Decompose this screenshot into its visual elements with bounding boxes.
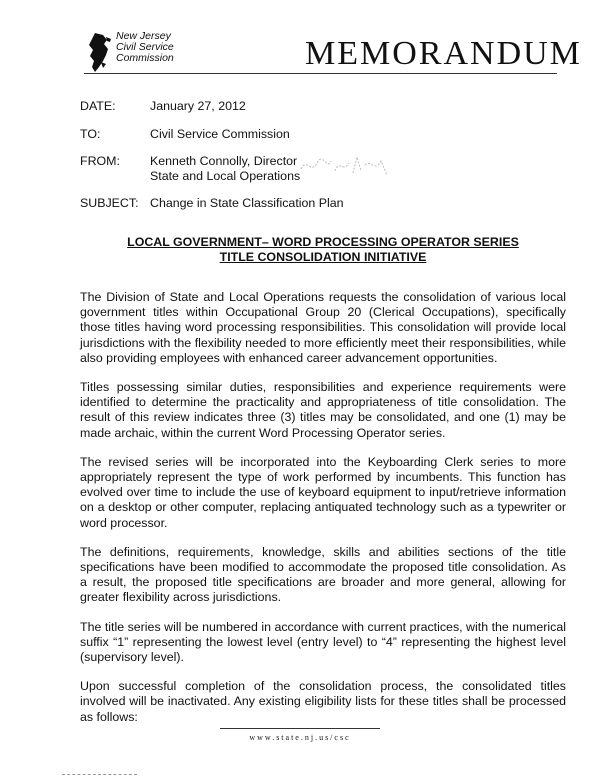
- from-value-line2: State and Local Operations: [150, 169, 301, 183]
- from-value-line1: Kenneth Connolly, Director: [150, 154, 298, 168]
- org-name: [116, 31, 174, 64]
- org-name-line3: Commission: [116, 52, 174, 64]
- header-divider: [84, 73, 557, 74]
- body-paragraph: The Division of State and Local Operations requests the consolidation of various local government titles within Occupational Group 20 (Clerical Occupations), specifically those titles having word processing responsibilities. This consolidation will provide local jurisdictions with the flexibility needed to more efficiently meet their responsibilities, while also providing employees with enhanced career advancement opportunities.: [80, 290, 566, 365]
- body-paragraph: The revised series will be incorporated into the Keyboarding Clerk series to more appropriately represent the type of work performed by incumbents. This function has evolved over time to include the use of keyboard equipment to input/retrieve information on a desktop or other computer, replacing antiquated technology such as a typewriter or word processor.: [80, 454, 566, 530]
- subject-value: Change in State Classification Plan: [150, 196, 344, 210]
- from-label: FROM:: [80, 154, 120, 168]
- commission-logo: [86, 31, 216, 73]
- org-name-line1: New Jersey: [116, 30, 171, 42]
- handwritten-signature: [297, 151, 397, 181]
- date-label: DATE:: [80, 99, 116, 113]
- to-value: Civil Service Commission: [150, 127, 290, 141]
- memo-body: [80, 290, 566, 739]
- heading-line1: LOCAL GOVERNMENT– WORD PROCESSING OPERATOR SERIES: [127, 235, 519, 249]
- date-value: January 27, 2012: [150, 99, 246, 113]
- body-paragraph: Upon successful completion of the consolidation process, the consolidated titles involved will be inactivated. Any existing eligibility lists for these titles shall be processed as follows:: [80, 679, 566, 724]
- memo-heading: [80, 235, 566, 265]
- to-label: TO:: [80, 127, 101, 141]
- footer-url: www.state.nj.us/csc: [249, 733, 351, 742]
- heading-line2: TITLE CONSOLIDATION INITIATIVE: [219, 250, 427, 264]
- subject-label: SUBJECT:: [80, 196, 139, 210]
- nj-state-silhouette-icon: [86, 31, 114, 73]
- footer-divider: [220, 728, 380, 729]
- org-name-line2: Civil Service: [116, 41, 174, 53]
- body-paragraph: The title series will be numbered in accordance with current practices, with the numerical suffix “1” representing the lowest level (entry level) to “4” representing the highest level (supervisory level).: [80, 619, 566, 665]
- body-paragraph: The definitions, requirements, knowledge, skills and abilities sections of the title specifications have been modified to accommodate the proposed title consolidation. As a result, the proposed title specifications are broader and more general, allowing for greater flexibility across jurisdictions.: [80, 544, 566, 605]
- memo-title: MEMORANDUM: [305, 35, 582, 72]
- body-paragraph: Titles possessing similar duties, responsibilities and experience requirements were identified to determine the practicality and appropriateness of title consolidation. The result of this review indicates three (3) titles may be consolidated, and one (1) may be made archaic, within the current Word Processing Operator series.: [80, 380, 566, 440]
- scan-artifact: [62, 774, 137, 775]
